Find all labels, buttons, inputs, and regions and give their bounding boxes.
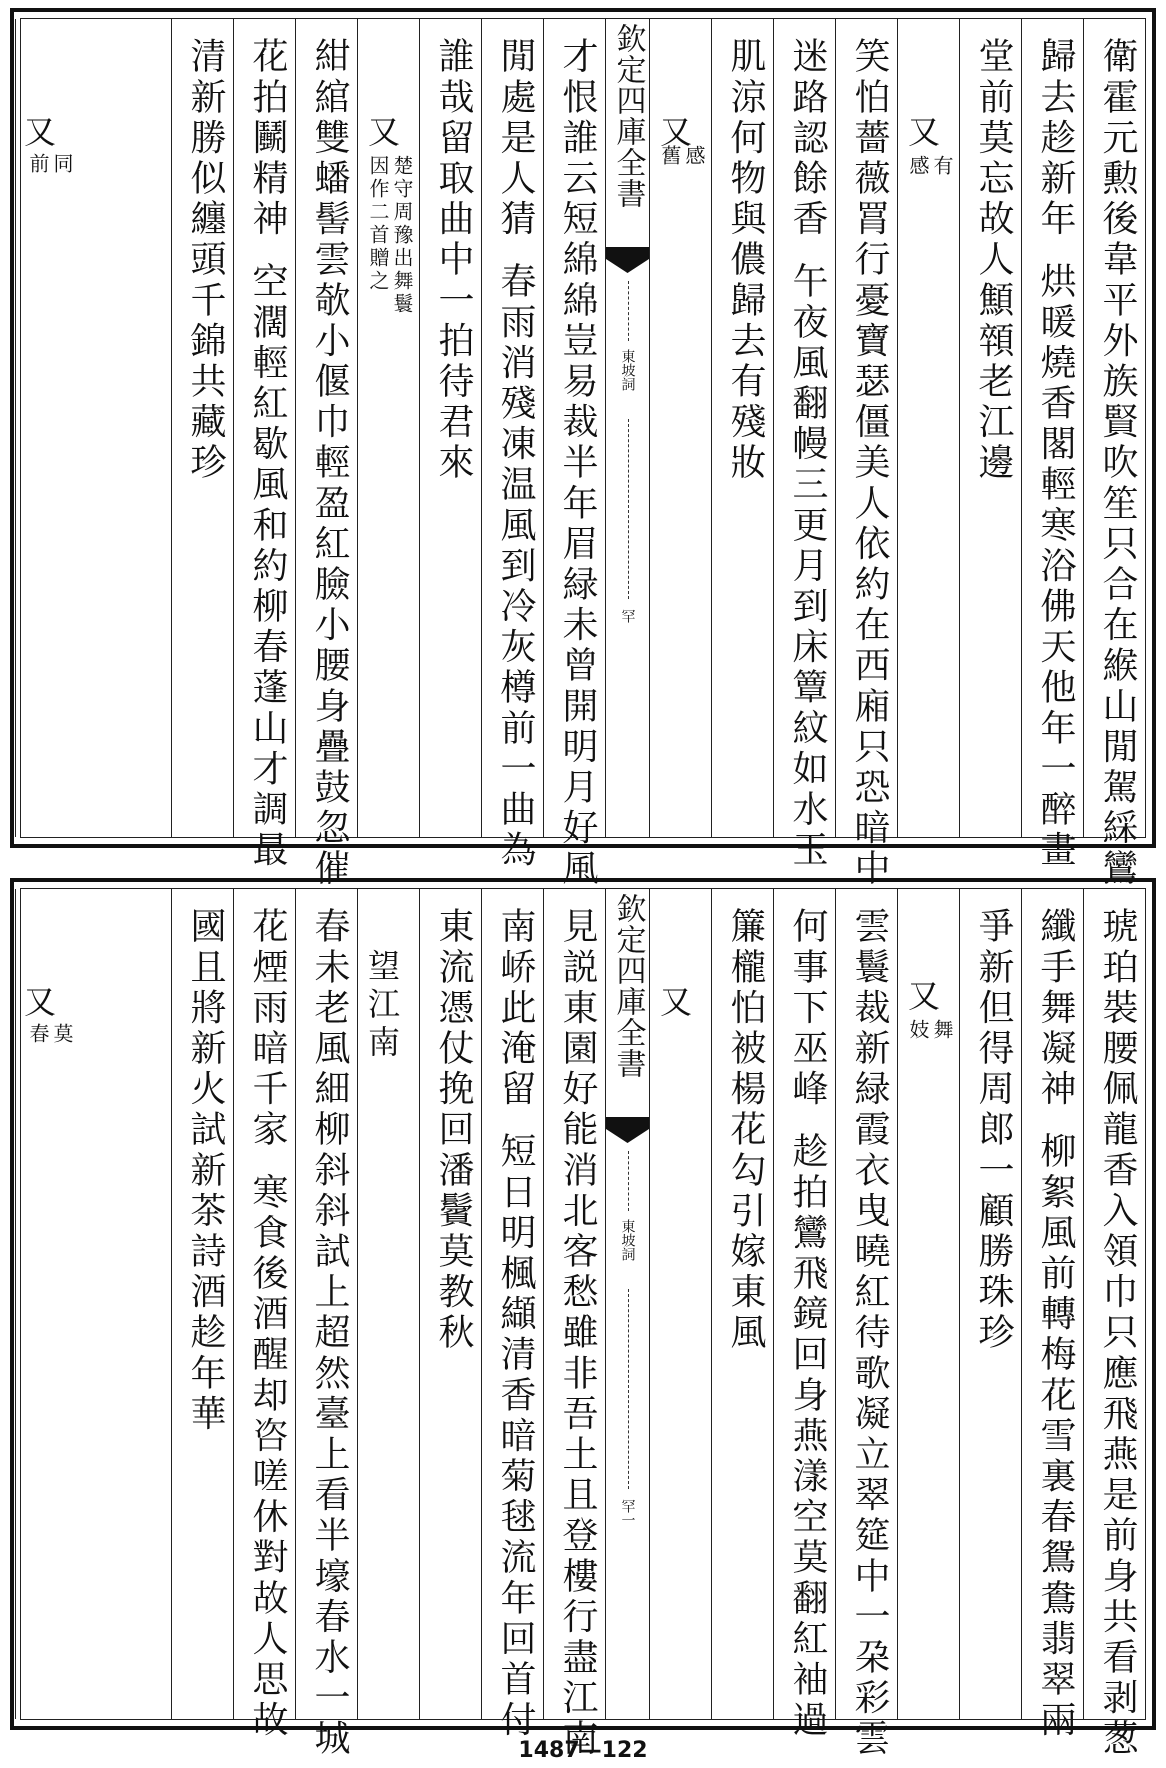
text-segment: 纖手舞凝神 (1035, 907, 1076, 1110)
column (649, 889, 711, 1719)
poem-heading: 又 (903, 979, 941, 1011)
spine-page-number: 罕 (619, 609, 636, 623)
text-line: 衛霍元勲後韋平外族賢吹笙只合在緱山閒駕綵鸞 (1097, 37, 1138, 890)
title-note: 莫 (50, 1023, 74, 1046)
poem-heading: 又 (655, 985, 693, 1017)
poem-heading: 又 (19, 115, 57, 147)
column (295, 889, 357, 1760)
title-note: 感 (906, 155, 930, 178)
column (711, 19, 773, 837)
column (897, 19, 959, 837)
text-line (495, 907, 536, 1741)
text-line: 誰哉留取曲中一拍待君來 (433, 37, 474, 484)
column (835, 19, 897, 890)
title-note: 舊 (658, 145, 682, 168)
column (959, 889, 1021, 1719)
poem-heading: 又 (19, 985, 57, 1017)
column (233, 19, 295, 871)
column (171, 19, 233, 837)
fish-tail-mark (606, 247, 649, 277)
text-line (787, 37, 828, 871)
title-note: 感 (682, 145, 706, 168)
text-segment: 午夜風翻幔三更月到床簟紋如水玉 (787, 262, 828, 871)
text-line: 肌涼何物與儂歸去有殘妝 (725, 37, 766, 484)
title-note: 妓 (906, 1019, 930, 1042)
column (15, 889, 171, 1719)
title-note: 楚守周豫出舞鬟 (390, 155, 414, 316)
page-number: 1487—122 (518, 1738, 648, 1763)
column (15, 19, 171, 837)
text-line: 才恨誰云短綿綿豈易裁半年眉緑未曾開明月好風 (557, 37, 598, 890)
top-page (10, 8, 1156, 890)
poem-heading: 望江南 (363, 949, 401, 1063)
column (171, 889, 233, 1719)
column (649, 19, 711, 837)
column (481, 19, 543, 871)
column (773, 889, 835, 1741)
title-note: 春 (26, 1023, 50, 1046)
column (419, 889, 481, 1719)
text-segment: 閒處是人猜 (495, 37, 536, 240)
title-note: 舞 (930, 1019, 954, 1042)
column (773, 19, 835, 871)
column (357, 19, 419, 837)
column (1083, 19, 1145, 890)
top-page-frame (19, 18, 1146, 890)
column (1021, 889, 1083, 1741)
text-segment: 柳絮風前轉梅花雪裏春鴛鴦翡翠兩 (1035, 1132, 1076, 1741)
spine-rule (628, 419, 629, 599)
text-line: 爭新但得周郎一顧勝珠珍 (973, 907, 1014, 1354)
spine-title: 欽定四庫全書 (610, 893, 646, 1079)
spine-book-title: 東坡詞 (619, 1219, 636, 1261)
text-segment: 歸去趁新年 (1035, 37, 1076, 240)
column (543, 19, 605, 890)
text-line: 春未老風細柳斜斜試上超然臺上看半壕春水一城 (309, 907, 350, 1760)
text-line (247, 37, 288, 871)
text-segment: 空濶輕紅歇風和約柳春蓬山才調最 (247, 262, 288, 871)
fish-tail-mark (606, 1117, 649, 1147)
column (295, 19, 357, 890)
spine-rule (628, 281, 629, 341)
text-segment: 迷路認餘香 (787, 37, 828, 240)
column (481, 889, 543, 1741)
text-segment: 趁拍鸞飛鏡回身燕漾空莫翻紅袖過 (787, 1132, 828, 1741)
column (835, 889, 897, 1760)
text-segment: 何事下巫峰 (787, 907, 828, 1110)
column (419, 19, 481, 837)
text-line: 清新勝似纏頭千錦共藏珍 (185, 37, 226, 484)
text-segment: 南峤此淹留 (495, 907, 536, 1110)
text-line (495, 37, 536, 871)
text-segment: 寒食後酒醒却咨嗟休對故人思故 (247, 1172, 288, 1742)
text-line (247, 907, 288, 1742)
text-line: 笑怕薔薇罥行憂寶瑟僵美人依約在西廂只恐暗中 (849, 37, 890, 890)
column (959, 19, 1021, 837)
text-line (787, 907, 828, 1741)
column (233, 889, 295, 1742)
center-spine (605, 889, 649, 1719)
title-note: 因作二首贈之 (366, 155, 390, 293)
poem-heading: 又 (363, 115, 401, 147)
title-note: 同 (50, 153, 74, 176)
text-segment: 烘暖燒香閣輕寒浴佛天他年一醉畫 (1035, 262, 1076, 871)
poem-heading: 又 (903, 115, 941, 147)
column (357, 889, 419, 1719)
center-spine (605, 19, 649, 837)
text-line (1035, 907, 1076, 1741)
column (1083, 889, 1145, 1760)
text-segment: 春雨消殘凍温風到冷灰樽前一曲為 (495, 262, 536, 871)
text-segment: 短日明楓纈清香暗菊毬流年回首付 (495, 1132, 536, 1741)
title-note: 前 (26, 153, 50, 176)
column (711, 889, 773, 1719)
text-line: 東流憑仗挽回潘鬢莫教秋 (433, 907, 474, 1354)
text-line: 雲鬟裁新緑霞衣曳曉紅待歌凝立翠筵中一朶彩雲 (849, 907, 890, 1760)
column (543, 889, 605, 1760)
text-line: 紺綰雙蟠髻雲欹小偃巾輕盈紅臉小腰身疊鼓忽催 (309, 37, 350, 890)
text-line (1035, 37, 1076, 871)
title-note: 有 (930, 155, 954, 178)
text-segment: 花煙雨暗千家 (247, 907, 288, 1151)
spine-rule (628, 1151, 629, 1211)
text-line: 琥珀裝腰佩龍香入領巾只應飛燕是前身共看剥葱 (1097, 907, 1138, 1760)
spine-title: 欽定四庫全書 (610, 23, 646, 209)
spine-rule (628, 1289, 629, 1489)
spine-book-title: 東坡詞 (619, 349, 636, 391)
column (1021, 19, 1083, 871)
text-line: 堂前莫忘故人顦顇老江邊 (973, 37, 1014, 484)
text-line: 國且將新火試新茶詩酒趁年華 (185, 907, 226, 1435)
text-line: 簾櫳怕被楊花勾引嫁東風 (725, 907, 766, 1354)
poem-heading: 又 (655, 115, 693, 147)
column (897, 889, 959, 1719)
text-segment: 花拍鬭精神 (247, 37, 288, 240)
spine-page-number: 罕一 (619, 1499, 636, 1527)
text-line: 見説東園好能消北客愁雖非吾土且登樓行盡江南 (557, 907, 598, 1760)
